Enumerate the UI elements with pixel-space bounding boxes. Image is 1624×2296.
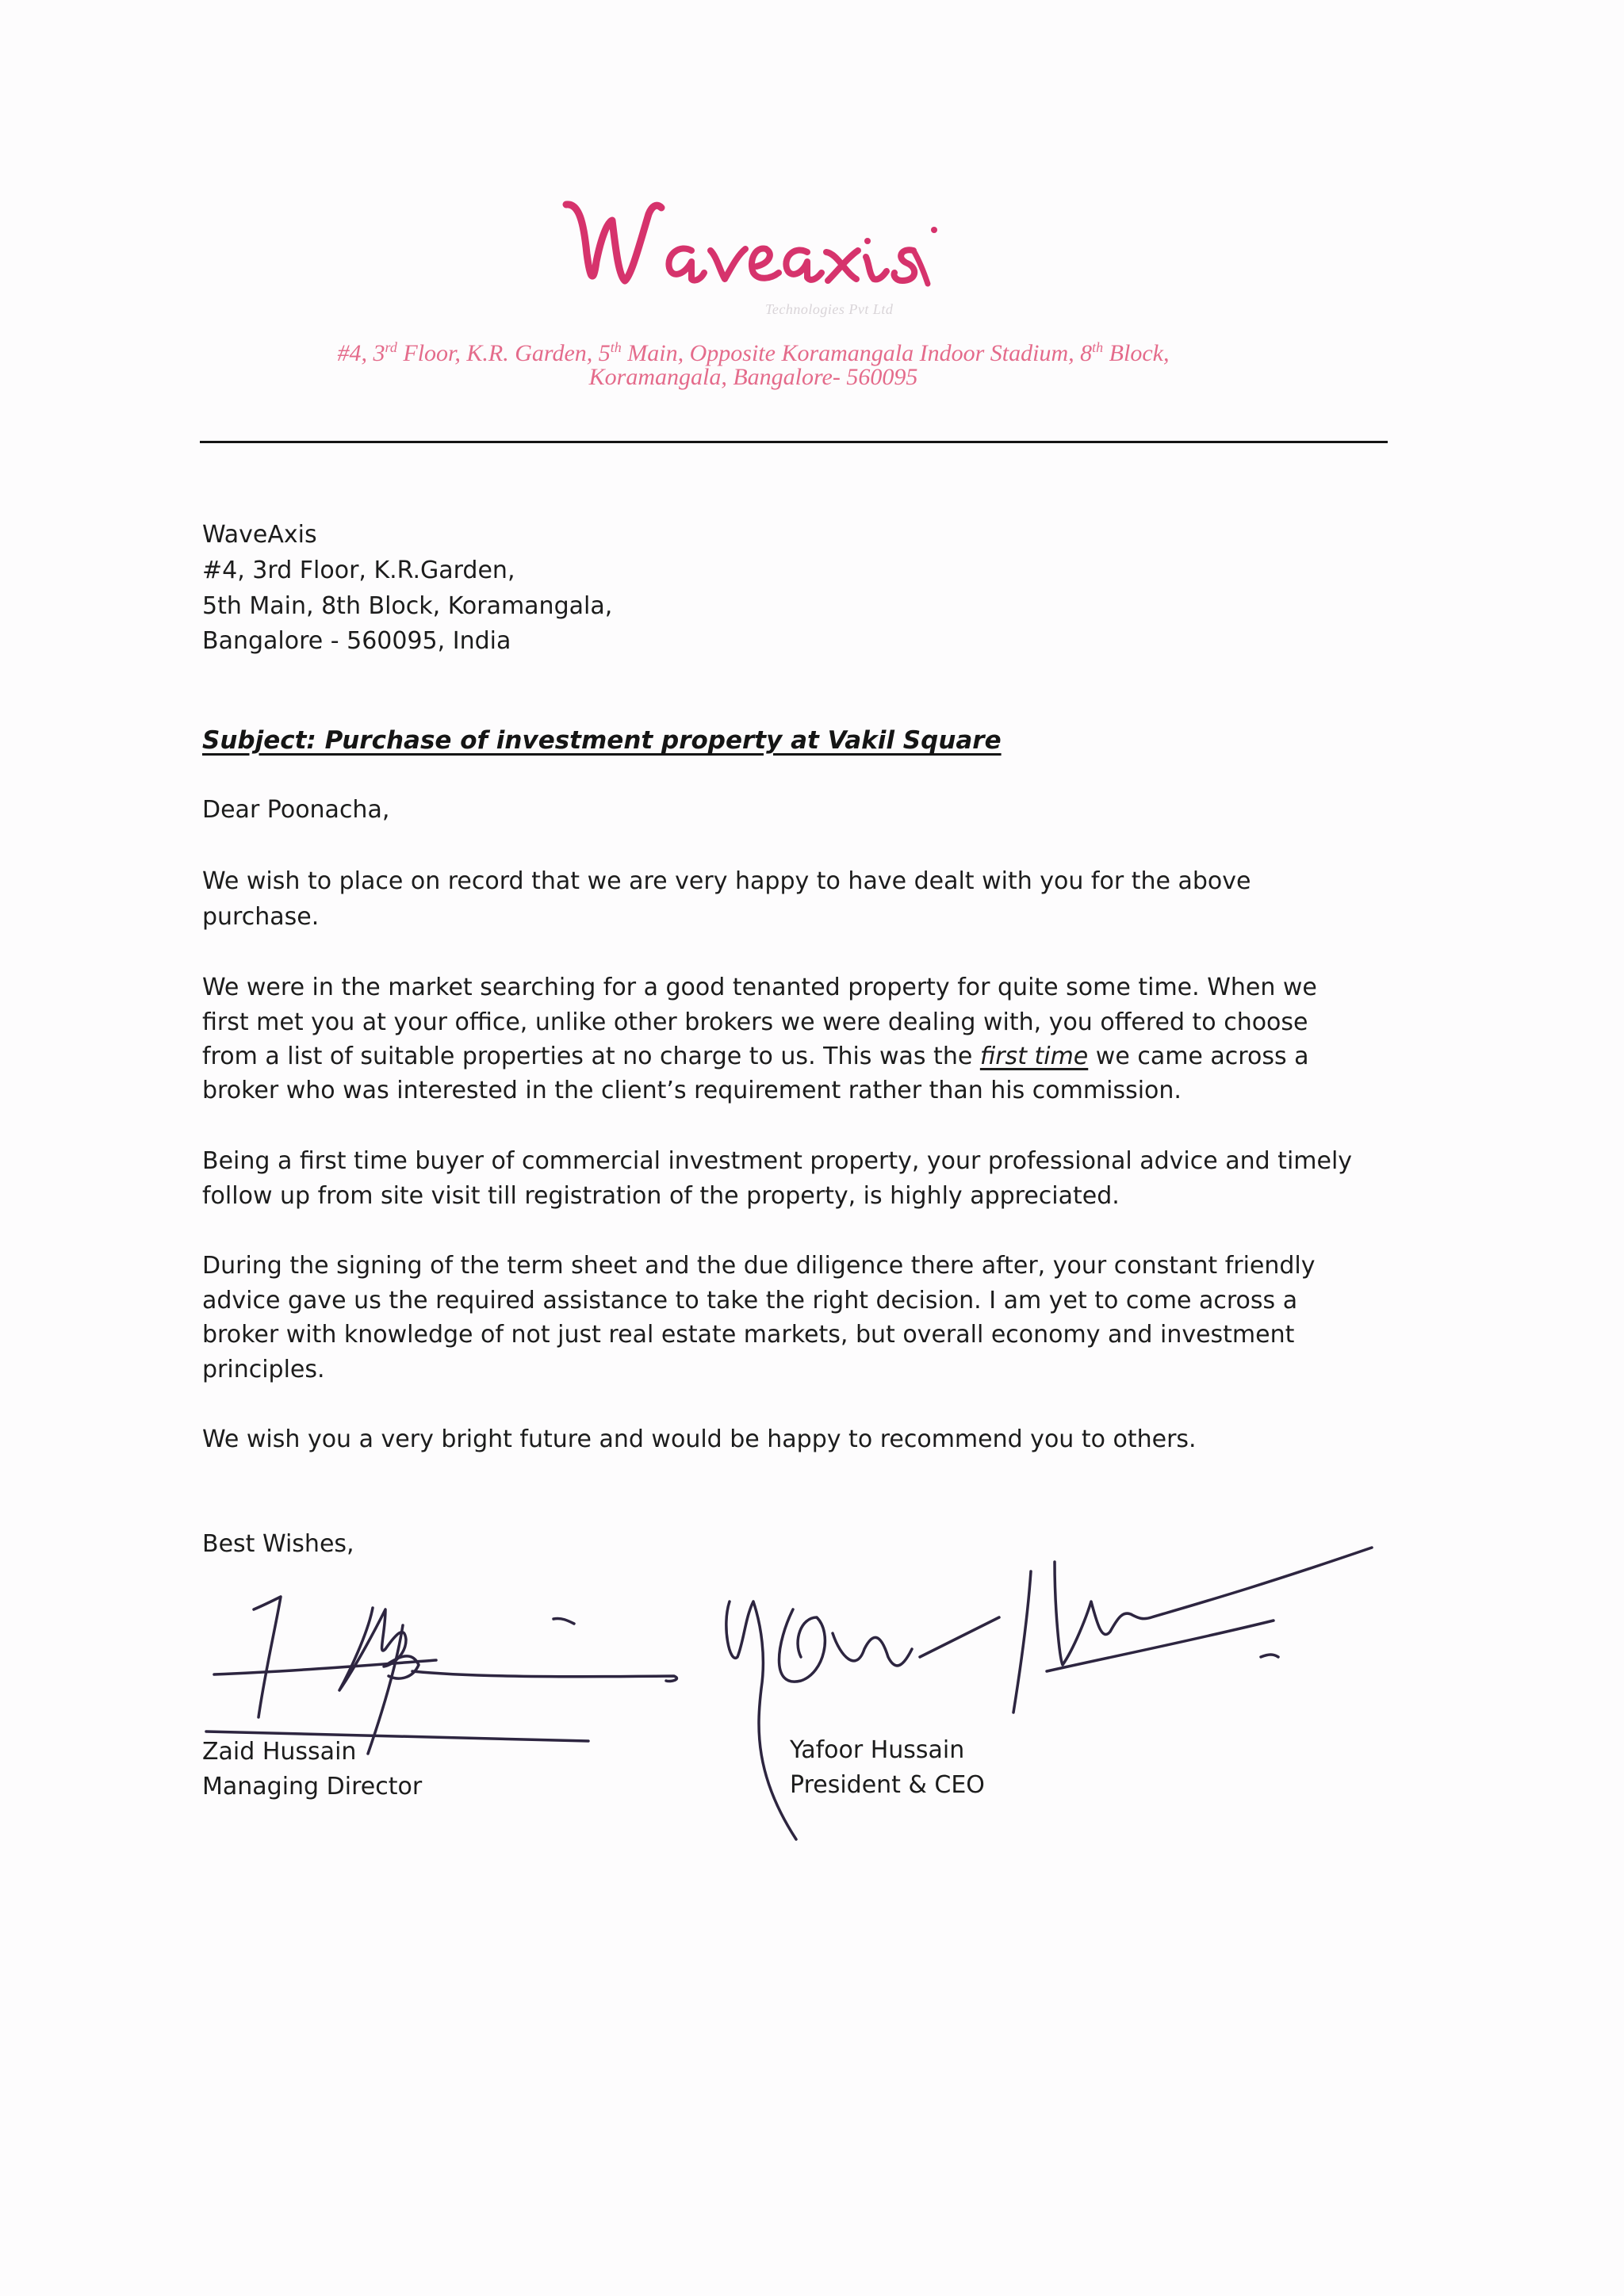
paragraph-2-line-3: from a list of suitable properties at no charge to us. This was the first time we came across a bbox=[202, 1043, 1309, 1070]
subject-line: Subject: Purchase of investment property at Vakil Square bbox=[202, 726, 1002, 755]
recipient-line-4: Bangalore - 560095, India bbox=[202, 627, 511, 655]
closing: Best Wishes, bbox=[202, 1530, 354, 1558]
paragraph-2-line-2: first met you at your office, unlike other brokers we were dealing with, you offered to choose bbox=[202, 1008, 1308, 1036]
paragraph-2-line-4: broker who was interested in the client’s requirement rather than his commission. bbox=[202, 1077, 1182, 1104]
signatory-1-title: Managing Director bbox=[202, 1773, 423, 1800]
paragraph-4-line-3: broker with knowledge of not just real estate markets, but overall economy and investment bbox=[202, 1321, 1295, 1349]
paragraph-2-line-1: We were in the market searching for a good tenanted property for quite some time. When we bbox=[202, 974, 1317, 1001]
salutation: Dear Poonacha, bbox=[202, 796, 390, 824]
recipient-line-3: 5th Main, 8th Block, Koramangala, bbox=[202, 592, 613, 620]
first-time-emphasis: first time bbox=[979, 1043, 1089, 1070]
paragraph-1-line-1: We wish to place on record that we are very happy to have dealt with you for the above bbox=[202, 867, 1251, 895]
paragraph-3-line-2: follow up from site visit till registration of the property, is highly appreciated. bbox=[202, 1182, 1120, 1210]
logo-tagline: Technologies Pvt Ltd bbox=[765, 301, 894, 317]
recipient-line-2: #4, 3rd Floor, K.R.Garden, bbox=[202, 557, 515, 584]
signatory-1-name: Zaid Hussain bbox=[202, 1738, 357, 1766]
signatory-2-name: Yafoor Hussain bbox=[790, 1736, 965, 1764]
paragraph-5-line-1: We wish you a very bright future and would be happy to recommend you to others. bbox=[202, 1425, 1197, 1453]
signature-managing-director bbox=[198, 1578, 690, 1784]
letterhead-divider bbox=[200, 441, 1388, 443]
letterhead-address-line2: Koramangala, Bangalore- 560095 bbox=[588, 364, 918, 390]
paragraph-4-line-2: advice gave us the required assistance to take the right decision. I am yet to come across a bbox=[202, 1287, 1298, 1314]
signatory-2-title: President & CEO bbox=[790, 1771, 985, 1799]
paragraph-1-line-2: purchase. bbox=[202, 903, 320, 931]
signature-president-ceo bbox=[714, 1538, 1380, 1855]
letterhead-address-line1: #4, 3rd Floor, K.R. Garden, 5th Main, Opposite Koramangala Indoor Stadium, 8th Block, bbox=[337, 339, 1170, 366]
paragraph-4-line-1: During the signing of the term sheet and the due diligence there after, your constant friendly bbox=[202, 1252, 1316, 1280]
recipient-line-1: WaveAxis bbox=[202, 521, 317, 549]
paragraph-4-line-4: principles. bbox=[202, 1356, 325, 1383]
paragraph-3-line-1: Being a first time buyer of commercial investment property, your professional advice and timely bbox=[202, 1147, 1353, 1175]
